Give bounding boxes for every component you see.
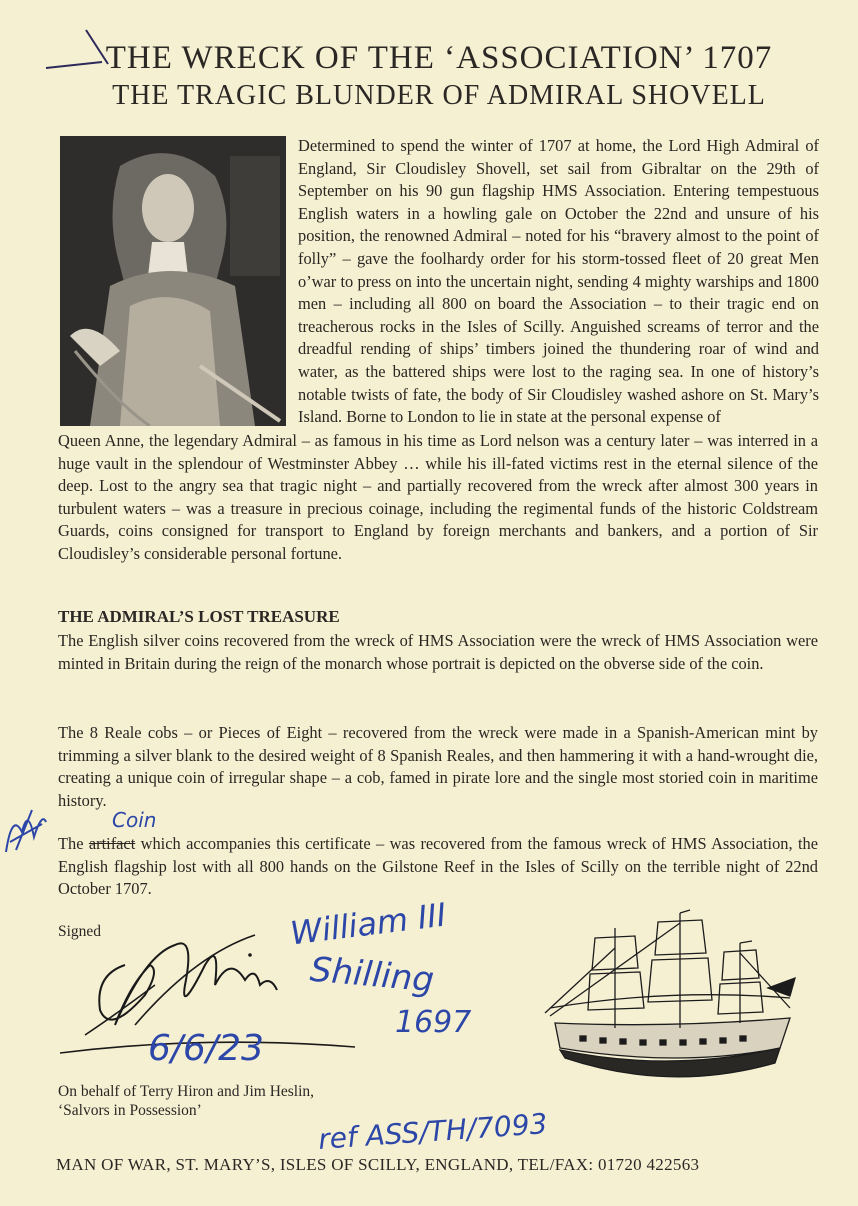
signed-label: Signed xyxy=(58,923,102,940)
struck-word: artifact xyxy=(88,834,136,853)
intro-paragraph-continued: Queen Anne, the legendary Admiral – as famous in his time as Lord nelson was a century later – was interred in a huge vault in the splendour of Westminster Abbey … while his ill-fated victims rest in the eternal silence of the deep. Lost to the angry sea that tragic night – and partially recovered from the wreck after almost 300 years in turbulent waters – was a treasure in precious coinage, including the regimental funds of the historic Coldstream Guards, coins consigned for transport to England by foreign merchants and bankers, and a portion of Sir Cloudisley’s considerable personal fortune. xyxy=(58,431,818,563)
coins-paragraph: The English silver coins recovered from the wreck of HMS Association were the wreck of HMS Association were minted in Britain during the reign of the monarch whose portrait is depicted on the obverse side of the coin. xyxy=(58,631,818,673)
ship-illustration xyxy=(540,908,810,1108)
section-heading: THE ADMIRAL’S LOST TREASURE xyxy=(58,607,340,626)
handwritten-correction: Coin xyxy=(112,808,157,832)
footer-address: MAN OF WAR, ST. MARY’S, ISLES OF SCILLY, ENGLAND, TEL/FAX: 01720 422563 xyxy=(56,1155,700,1174)
cobs-paragraph: The 8 Reale cobs – or Pieces of Eight – recovered from the wreck were made in a Spanish-American mint by trimming a silver blank to the desired weight of 8 Spanish Reales, and then hammering it with a hand-wrought die, creating a unique coin of irregular shape – a cob, famed in pirate lore and the single most storied coin in maritime history. xyxy=(58,723,818,810)
handwritten-coin-year: 1697 xyxy=(395,1005,472,1040)
admiral-portrait xyxy=(60,136,286,426)
page-subtitle: THE TRAGIC BLUNDER OF ADMIRAL SHOVELL xyxy=(112,80,766,111)
page-title: THE WRECK OF THE ‘ASSOCIATION’ 1707 xyxy=(105,40,773,76)
certificate-text-start: The xyxy=(58,834,84,853)
behalf-line: On behalf of Terry Hiron and Jim Heslin, xyxy=(58,1083,315,1100)
certificate-paragraph xyxy=(58,833,818,901)
handwritten-reference: ref ASS/TH/7093 xyxy=(317,1107,549,1156)
margin-initials xyxy=(2,802,50,860)
certificate-text-rest: which accompanies this certificate – was recovered from the famous wreck of HMS Association, the English flagship lost with all 800 hands on the Gilstone Reef in the Isles of Scilly on the terrible night of 22nd October 1707. xyxy=(58,834,818,899)
title-pen-mark xyxy=(40,24,120,74)
salvors-line: ‘Salvors in Possession’ xyxy=(58,1102,202,1119)
handwritten-coin-line2: Shilling xyxy=(308,949,436,1001)
handwritten-coin-line1: William III xyxy=(288,895,449,953)
handwritten-date: 6/6/23 xyxy=(148,1028,264,1069)
intro-paragraph: Determined to spend the winter of 1707 at home, the Lord High Admiral of England, Sir Cloudisley Shovell, set sail from Gibraltar on the 29th of September on his 90 gun flagship HMS Association. Entering tempestuous English waters in a howling gale on October the 22nd and unsure of his position, the renowned Admiral – noted for his “bravery almost to the point of folly” – gave the foolhardy order for his storm-tossed fleet of 20 great Men o’war to press on into the uncertain night, sending 4 mighty warships and 1800 men – including all 800 on board the Association – to their tragic end on treacherous rocks in the Isles of Scilly. Anguished screams of terror and the dreadful rending of ships’ timbers joined the thundering roar of wind and water, as the battered ships were lost to the raging sea. In one of history’s notable twists of fate, the body of Sir Cloudisley washed ashore on St. Mary’s Island. Borne to London to lie in state at the personal expense of xyxy=(298,136,819,427)
